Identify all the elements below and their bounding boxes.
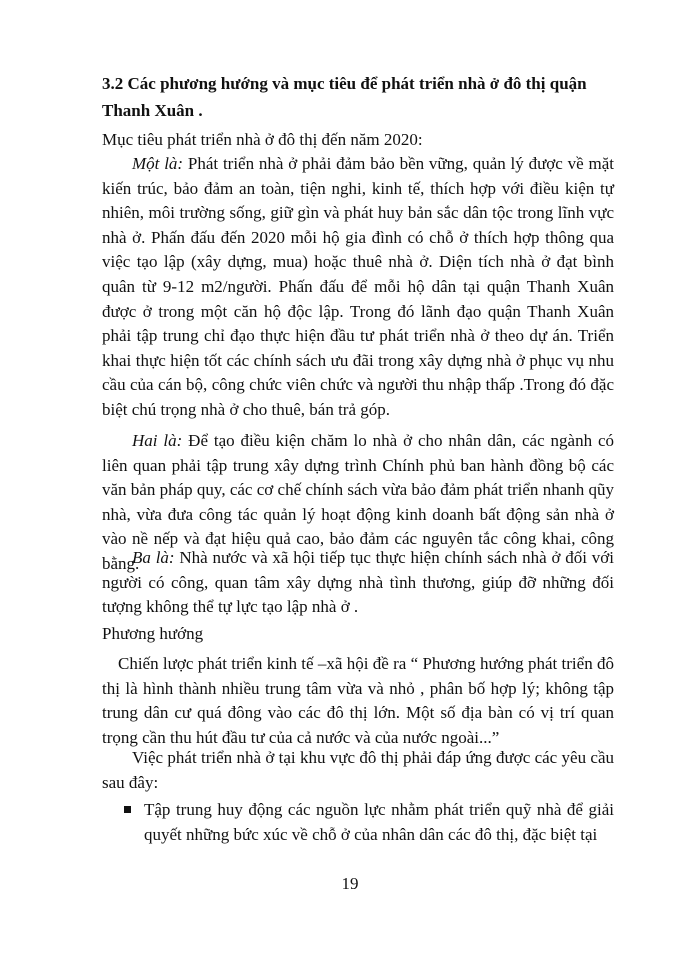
objective-text-3: Nhà nước và xã hội tiếp tục thực hiện chính sách nhà ở đối với người có công, quan tâm xây dựng nhà tình thương, giúp đỡ những đối tượng không thể tự lực tạo lập nhà ở . bbox=[102, 548, 614, 617]
objective-lead-1: Một là: bbox=[132, 154, 184, 173]
objective-paragraph-1 bbox=[102, 152, 614, 423]
direction-heading: Phương hướng bbox=[102, 624, 204, 643]
objective-lead-2: Hai là: bbox=[132, 431, 183, 450]
objectives-intro: Mục tiêu phát triển nhà ở đô thị đến năm 2020: bbox=[102, 130, 423, 149]
objective-text-2: Để tạo điều kiện chăm lo nhà ở cho nhân dân, các ngành có liên quan phải tập trung xây dựng trình Chính phủ ban hành đồng bộ các văn bản pháp quy, các cơ chế chính sách vừa bảo đảm phát triển nhanh qũy nhà, vừa đưa công tác quản lý hoạt động kinh doanh bất động sản nhà ở vào nề nếp và đạt hiệu quả cao, bảo đảm các nguyên tắc công khai, công bằng. bbox=[102, 431, 614, 573]
section-heading: 3.2 Các phương hướng và mục tiêu để phát triển nhà ở đô thị quận Thanh Xuân . bbox=[102, 74, 587, 120]
objective-paragraph-3 bbox=[102, 546, 614, 620]
bullet-item: Tập trung huy động các nguồn lực nhằm phát triển quỹ nhà để giải quyết những bức xúc về chỗ ở của nhân dân các đô thị, đặc biệt tại bbox=[144, 800, 614, 844]
strategy-quote: Chiến lược phát triển kinh tế –xã hội đề ra “ Phương hướng phát triển đô thị là hình thành nhiều trung tâm vừa và nhỏ , phân bố hợp lý; không tập trung dân cư quá đông vào các đô thị lớn. Một số địa bàn có vị trí quan trọng cần thu hút đầu tư của cả nước và của nước ngoài...” bbox=[102, 654, 614, 747]
square-bullet-icon bbox=[124, 806, 131, 813]
objective-lead-3: Ba là: bbox=[132, 548, 175, 567]
requirements-intro: Việc phát triển nhà ở tại khu vực đô thị phải đáp ứng được các yêu cầu sau đây: bbox=[102, 748, 614, 792]
bullet-list bbox=[144, 798, 614, 847]
objective-text-1: Phát triển nhà ở phải đảm bảo bền vững, quản lý được về mặt kiến trúc, bảo đảm an toàn, tiện nghi, kinh tế, thích hợp với điều kiện tự nhiên, môi trường sống, giữ gìn và phát huy bản sắc dân tộc trong lĩnh vực nhà ở. Phấn đấu đến 2020 mỗi hộ gia đình có chỗ ở thích hợp thông qua việc tạo lập (xây dựng, mua) hoặc thuê nhà ở. Diện tích nhà ở đạt bình quân từ 9-12 m2/người. Phấn đấu để mỗi hộ dân tại quận Thanh Xuân được ở trong một căn hộ độc lập. Trong đó lãnh đạo quận Thanh Xuân phải tập trung chỉ đạo thực hiện đầu tư phát triển nhà ở theo dự án. Triển khai thực hiện tốt các chính sách ưu đãi trong xây dựng nhà ở phục vụ nhu cầu của cán bộ, công chức viên chức và người thu nhập thấp .Trong đó đặc biệt chú trọng nhà ở cho thuê, bán trả góp. bbox=[102, 154, 614, 419]
page-number: 19 bbox=[341, 874, 359, 893]
